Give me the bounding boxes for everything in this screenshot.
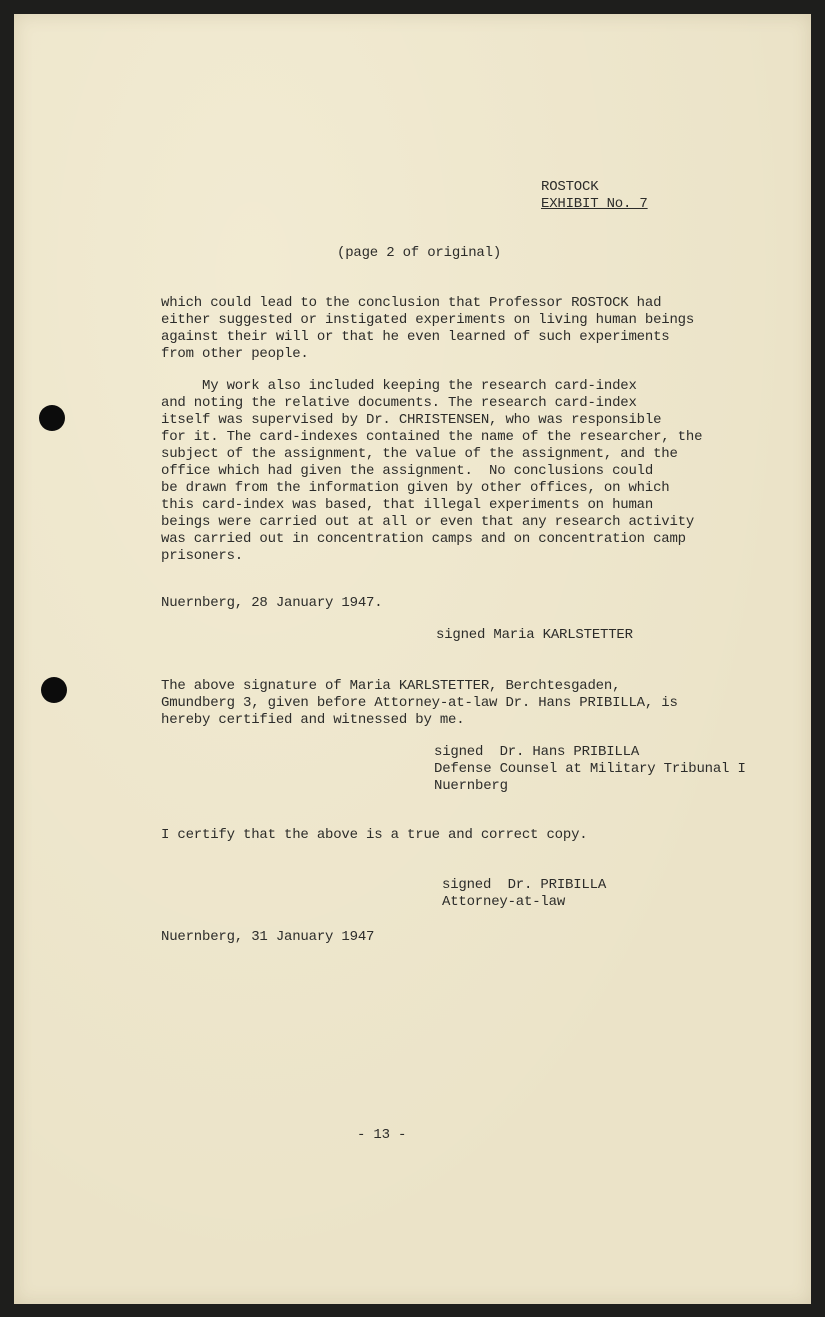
text-line: against their will or that he even learned of such experiments	[161, 329, 670, 345]
text-line: was carried out in concentration camps and on concentration camp	[161, 531, 686, 547]
page-of-original-note: (page 2 of original)	[337, 245, 502, 261]
true-copy-statement: I certify that the above is a true and correct copy.	[161, 827, 588, 843]
text-line: for it. The card-indexes contained the name of the researcher, the	[161, 429, 703, 445]
signature-karlstetter: signed Maria KARLSTETTER	[436, 627, 633, 643]
text-line: this card-index was based, that illegal experiments on human	[161, 497, 654, 513]
document-page	[14, 14, 811, 1304]
text-line: hereby certified and witnessed by me.	[161, 712, 465, 728]
text-line: Attorney-at-law	[442, 894, 566, 910]
page-number: - 13 -	[357, 1127, 407, 1143]
text-line: beings were carried out at all or even that any research activity	[161, 514, 695, 530]
text-line: Defense Counsel at Military Tribunal I	[434, 761, 746, 777]
text-line: subject of the assignment, the value of the assignment, and the	[161, 446, 678, 462]
text-line: itself was supervised by Dr. CHRISTENSEN, who was responsible	[161, 412, 662, 428]
exhibit-number: EXHIBIT No. 7	[541, 196, 648, 212]
text-line: Gmundberg 3, given before Attorney-at-law Dr. Hans PRIBILLA, is	[161, 695, 678, 711]
punch-hole-bottom	[41, 677, 67, 703]
text-line: The above signature of Maria KARLSTETTER, Berchtesgaden,	[161, 678, 621, 694]
text-line: and noting the relative documents. The research card-index	[161, 395, 637, 411]
text-line: office which had given the assignment. No conclusions could	[161, 463, 654, 479]
text-line: prisoners.	[161, 548, 244, 564]
text-line: signed Dr. PRIBILLA	[442, 877, 607, 893]
text-line: My work also included keeping the research card-index	[161, 378, 637, 394]
text-line: either suggested or instigated experiments on living human beings	[161, 312, 695, 328]
text-line: be drawn from the information given by other offices, on which	[161, 480, 670, 496]
exhibit-label: ROSTOCK	[541, 179, 599, 195]
text-line: signed Dr. Hans PRIBILLA	[434, 744, 640, 760]
text-line: from other people.	[161, 346, 309, 362]
punch-hole-top	[39, 405, 65, 431]
place-date-2: Nuernberg, 31 January 1947	[161, 929, 375, 945]
place-date-1: Nuernberg, 28 January 1947.	[161, 595, 383, 611]
text-line: which could lead to the conclusion that Professor ROSTOCK had	[161, 295, 662, 311]
text-line: Nuernberg	[434, 778, 508, 794]
